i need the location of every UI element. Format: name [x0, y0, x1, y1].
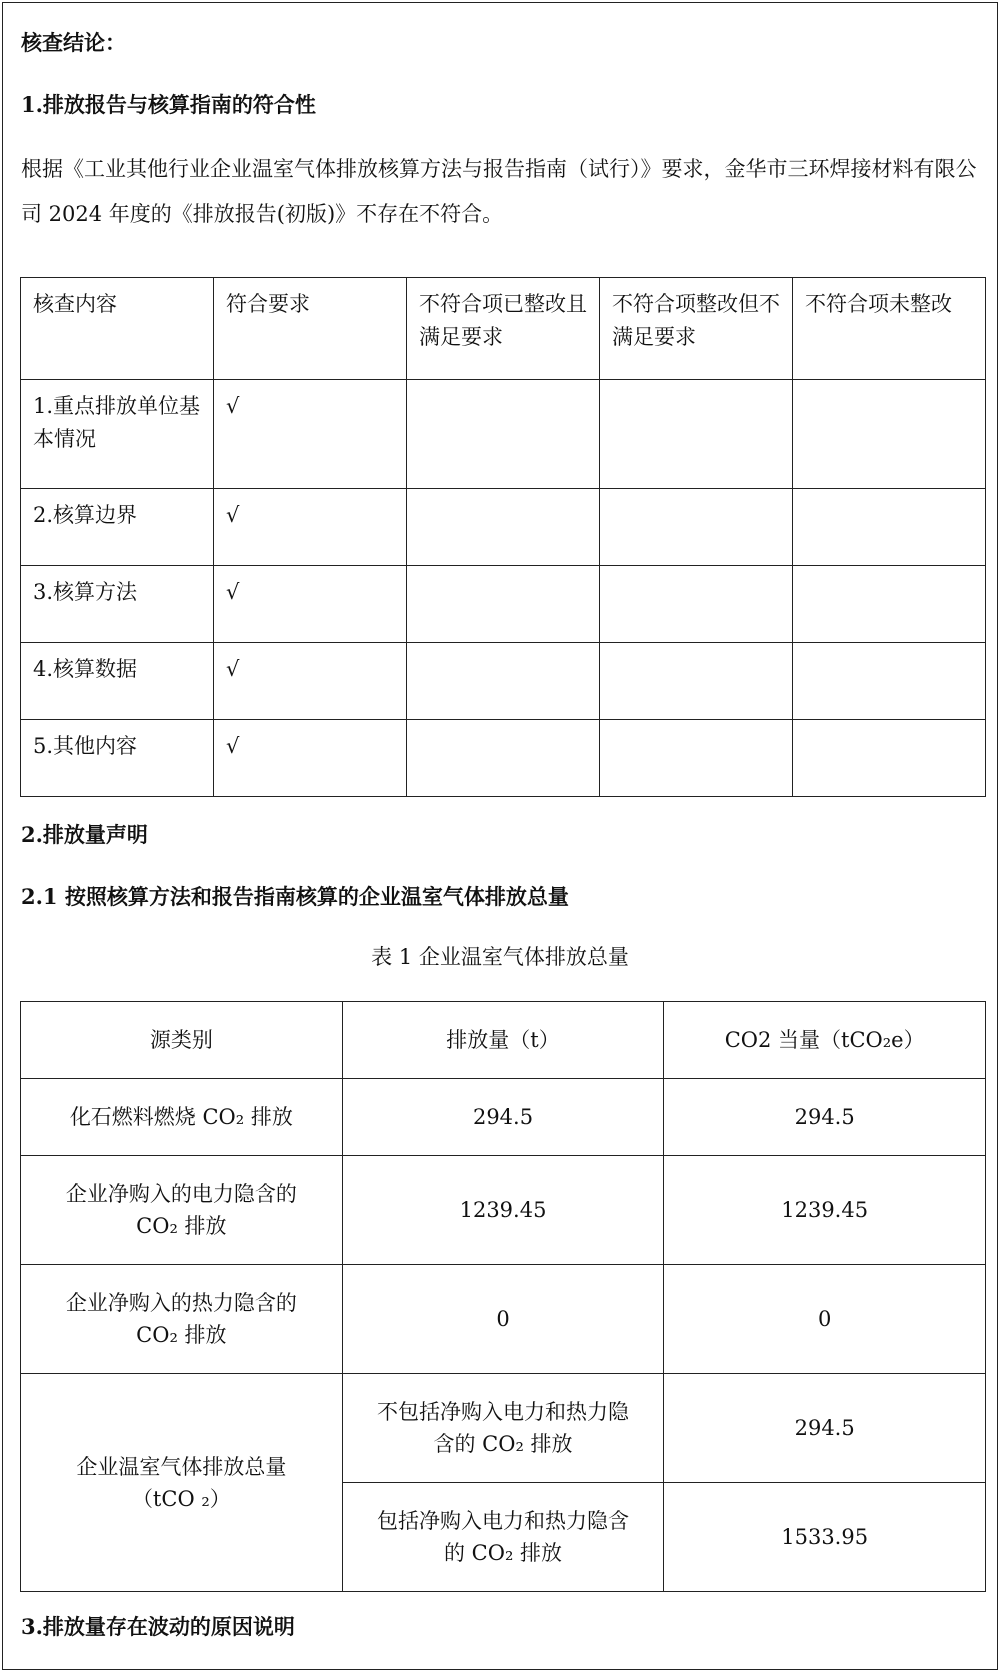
header-cell: 符合要求: [214, 278, 407, 380]
table-row: [21, 380, 986, 489]
check-cell: √: [214, 643, 407, 720]
total-excluding-label: 不包括净购入电力和热力隐含的 CO₂ 排放: [342, 1374, 664, 1483]
compliance-table: [20, 277, 986, 797]
table-row: [21, 1374, 986, 1483]
co2e-cell: 294.5: [664, 1079, 986, 1156]
check-cell: √: [214, 566, 407, 643]
empty-cell: [407, 720, 600, 797]
section2-title: 2.排放量声明: [21, 822, 148, 847]
empty-cell: [600, 489, 793, 566]
empty-cell: [600, 643, 793, 720]
source-cell: 企业净购入的电力隐含的 CO₂ 排放: [21, 1156, 343, 1265]
header-cell: CO2 当量（tCO₂e）: [664, 1002, 986, 1079]
section1-paragraph: 根据《工业其他行业企业温室气体排放核算方法与报告指南（试行）》要求，金华市三环焊接材料有限公司 2024 年度的《排放报告(初版)》不存在不符合。: [21, 157, 977, 226]
emission-header-row: [21, 1002, 986, 1079]
header-cell: 不符合项未整改: [793, 278, 986, 380]
empty-cell: [600, 566, 793, 643]
item-cell: 2.核算边界: [21, 489, 214, 566]
item-cell: 1.重点排放单位基本情况: [21, 380, 214, 489]
total-label-cell: 企业温室气体排放总量（tCO ₂）: [21, 1374, 343, 1592]
empty-cell: [793, 643, 986, 720]
header-cell: 源类别: [21, 1002, 343, 1079]
table-row: [21, 720, 986, 797]
empty-cell: [793, 489, 986, 566]
header-cell: 不符合项整改但不满足要求: [600, 278, 793, 380]
empty-cell: [407, 643, 600, 720]
table-row: [21, 489, 986, 566]
check-cell: √: [214, 720, 407, 797]
section3-title: 3.排放量存在波动的原因说明: [21, 1614, 295, 1639]
check-cell: √: [214, 380, 407, 489]
table-row: [21, 1156, 986, 1265]
section1-title: 1.排放报告与核算指南的符合性: [21, 92, 316, 117]
amount-cell: 294.5: [342, 1079, 664, 1156]
source-cell: 企业净购入的热力隐含的 CO₂ 排放: [21, 1265, 343, 1374]
header-cell: 排放量（t）: [342, 1002, 664, 1079]
compliance-header-row: [21, 278, 986, 380]
total-excluding-value: 294.5: [664, 1374, 986, 1483]
empty-cell: [600, 380, 793, 489]
item-cell: 5.其他内容: [21, 720, 214, 797]
co2e-cell: 1239.45: [664, 1156, 986, 1265]
source-cell: 化石燃料燃烧 CO₂ 排放: [21, 1079, 343, 1156]
table-row: [21, 643, 986, 720]
empty-cell: [407, 380, 600, 489]
table-row: [21, 1079, 986, 1156]
empty-cell: [793, 720, 986, 797]
document-page: [2, 2, 998, 1670]
empty-cell: [600, 720, 793, 797]
item-cell: 3.核算方法: [21, 566, 214, 643]
table-row: [21, 566, 986, 643]
total-including-label: 包括净购入电力和热力隐含的 CO₂ 排放: [342, 1483, 664, 1592]
empty-cell: [793, 380, 986, 489]
header-cell: 核查内容: [21, 278, 214, 380]
conclusion-title: 核查结论：: [21, 30, 126, 55]
amount-cell: 1239.45: [342, 1156, 664, 1265]
check-cell: √: [214, 489, 407, 566]
item-cell: 4.核算数据: [21, 643, 214, 720]
co2e-cell: 0: [664, 1265, 986, 1374]
emission-table: [20, 1001, 986, 1592]
table-row: [21, 1265, 986, 1374]
header-cell: 不符合项已整改且满足要求: [407, 278, 600, 380]
amount-cell: 0: [342, 1265, 664, 1374]
empty-cell: [793, 566, 986, 643]
empty-cell: [407, 489, 600, 566]
table-caption: 表 1 企业温室气体排放总量: [371, 945, 629, 969]
total-including-value: 1533.95: [664, 1483, 986, 1592]
section2-1-title: 2.1 按照核算方法和报告指南核算的企业温室气体排放总量: [21, 884, 569, 909]
empty-cell: [407, 566, 600, 643]
